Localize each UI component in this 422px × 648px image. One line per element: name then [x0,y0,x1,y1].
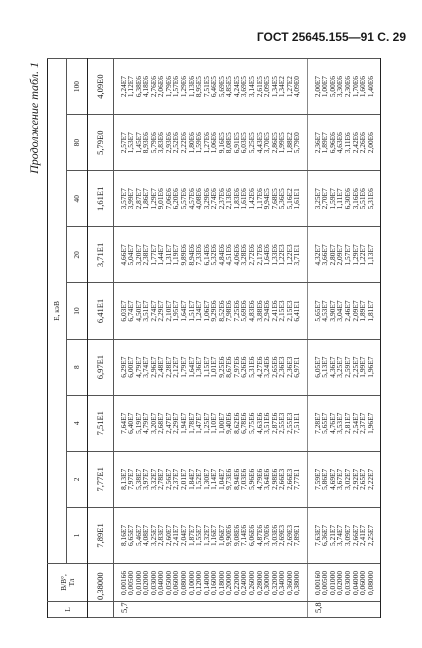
value-cell: 7,77E1 [88,451,114,507]
col-header-energy: 8 [67,339,88,395]
col-header-b: B/B°, Тл [48,564,88,602]
l-cell [88,602,114,618]
col-header-energy-group: E, кэВ [48,59,67,564]
value-cell: 6,97E1 [88,339,114,395]
value-column-cell: 3,25E7 2,70E7 1,59E7 1,11E7 6,30E6 3,16E6 5,51E6 5,31E6 [307,171,380,227]
value-column-cell: 7,59E7 5,86E7 4,69E7 3,67E7 3,02E7 2,92E7 2,65E7 2,22E7 [307,451,380,507]
col-header-energy: 2 [67,451,88,507]
l-cell: 5,7 [113,602,307,618]
value-cell: 3,71E1 [88,227,114,283]
b-column-cell: 0,00166 0,00500 0,01000 0,02000 0,03000 0,04000 0,05000 0,06000 0,08000 0,10000 0,12000 0,14000 0,16000 0,18000 0,20000 0,22000 0,24000 0,26000 0,28000 0,30000 0,32000 0,34000 0,36000 0,38000 [113,564,307,602]
value-column-cell: 8,16E7 6,65E7 5,46E7 4,08E7 3,25E7 2,83E7 2,60E7 2,41E7 2,04E7 1,87E7 1,55E7 1,32E7 1,16E7 1,06E7 9,90E6 9,08E6 7,14E6 6,06E6 4,87E6 3,70E6 3,03E6 2,69E3 2,69E3 7,89E1 [113,507,307,563]
value-column-cell: 4,32E7 3,66E7 2,80E7 2,09E7 1,57E7 1,29E7 1,22E7 1,13E7 [307,227,380,283]
value-column-cell: 6,29E7 6,00E7 4,79E7 3,74E7 2,96E7 2,48E7 2,28E7 2,12E7 1,79E7 1,64E7 1,36E7 1,15E7 1,01E7 9,25E6 8,67E6 7,97E6 6,26E6 5,31E6 4,27E6 3,24E6 2,65E6 2,36E3 2,36E3 6,97E1 [113,339,307,395]
col-header-energy: 1 [67,507,88,563]
value-cell: 5,79E0 [88,115,114,171]
table-section-row [307,59,380,618]
value-column-cell: 2,00E7 1,00E7 5,00E6 3,30E6 2,30E6 1,70E6 1,60E6 1,40E6 [307,59,380,115]
l-cell: 5,8 [307,602,380,618]
value-column-cell: 6,05E7 5,13E7 4,36E7 3,25E7 2,59E7 2,25E7 1,99E7 1,96E7 [307,339,380,395]
value-column-cell: 2,57E7 1,53E7 1,45E7 8,93E6 5,79E6 3,83E6 2,93E6 2,52E6 2,22E6 1,80E6 1,59E6 1,27E6 1,06E6 9,16E5 8,08E5 6,91E5 6,03E5 5,25E5 4,43E5 3,70E5 2,86E5 1,99E5 1,88E2 5,79E0 [113,115,307,171]
col-header-energy: 4 [67,395,88,451]
col-header-energy: 10 [67,283,88,339]
value-column-cell: 8,13E7 7,97E7 5,38E7 3,97E7 3,32E7 2,78E7 2,56E7 2,37E7 2,01E7 1,84E7 1,52E7 1,30E7 1,14E7 1,04E7 9,73E6 8,94E6 7,03E6 5,96E6 4,79E6 3,64E6 2,98E6 2,66E3 2,66E3 7,77E1 [113,451,307,507]
b-column-cell: 0,00160 0,00500 0,01000 0,02000 0,03000 0,04000 0,06000 0,08000 [307,564,380,602]
data-table [47,58,381,618]
page-header: ГОСТ 25645.155—91 С. 29 [256,30,406,44]
value-cell: 6,41E1 [88,283,114,339]
value-cell: 7,51E1 [88,395,114,451]
col-header-energy: 100 [67,59,88,115]
table-continuation-label: Продолжение табл. 1 [27,62,41,174]
rotated-table-block [25,58,397,618]
value-column-cell: 6,03E7 6,74E7 4,50E7 3,51E7 2,74E7 2,29E7 2,10E7 1,95E7 1,64E7 1,51E7 1,24E7 1,06E7 9,29E6 8,52E6 7,98E6 7,25E6 5,69E6 4,83E6 3,88E6 2,94E6 2,41E6 2,15E3 2,15E3 6,41E1 [113,283,307,339]
value-cell: 1,61E1 [88,171,114,227]
b-cell: 0,38000 [88,564,114,602]
col-header-energy: 80 [67,115,88,171]
value-column-cell: 2,36E7 1,89E7 6,96E6 4,63E6 3,11E6 2,42E6 2,26E6 2,00E6 [307,115,380,171]
value-cell: 4,09E0 [88,59,114,115]
table-section-row [113,59,307,618]
value-column-cell: 4,66E7 5,04E7 3,20E7 2,38E7 1,77E7 1,44E7 1,31E7 1,19E7 9,89E6 8,94E6 7,33E6 6,14E6 5,32E6 4,84E6 4,51E6 4,06E6 3,28E6 2,72E6 2,17E6 1,64E6 1,33E6 1,22E3 1,22E3 3,71E1 [113,227,307,283]
col-header-l: L [48,602,88,618]
value-cell: 7,89E1 [88,507,114,563]
col-header-energy: 20 [67,227,88,283]
value-column-cell: 5,65E7 4,53E7 3,90E7 3,04E7 2,46E7 2,09E7 1,89E7 1,81E7 [307,283,380,339]
value-column-cell: 3,57E7 3,99E7 2,87E7 1,86E7 1,29E7 9,01E6 7,06E6 6,20E6 5,57E6 4,57E6 4,08E6 3,29E6 2,74E6 2,37E6 2,13E6 1,83E6 1,61E6 1,42E6 1,17E6 9,94E5 7,68E5 5,36E5 5,16E2 1,61E1 [113,171,307,227]
value-column-cell: 2,24E7 1,12E7 6,38E6 4,18E6 2,76E6 2,06E6 1,79E6 1,57E6 1,29E6 1,13E6 8,95E5 7,51E5 6,46E5 5,69E5 4,85E5 4,24E5 3,69E5 3,14E5 2,61E5 2,09E5 1,34E5 1,34E2 1,27E2 4,09E0 [113,59,307,115]
col-header-energy: 40 [67,171,88,227]
value-column-cell: 7,64E7 6,40E7 5,19E7 4,79E7 3,20E7 2,68E7 2,47E7 2,29E7 1,94E7 1,78E7 1,47E7 1,25E7 1,10E7 1,00E7 9,40E6 8,62E6 6,78E6 5,75E6 4,63E6 3,51E6 2,87E6 2,55E3 2,55E3 7,51E1 [113,395,307,451]
value-column-cell: 7,63E7 6,36E7 5,21E7 3,74E7 3,09E7 2,66E7 2,41E7 2,25E7 [307,507,380,563]
value-column-cell: 7,28E7 5,65E7 4,76E7 3,53E7 2,81E7 2,54E7 2,37E7 1,96E7 [307,395,380,451]
table-row [88,59,114,618]
